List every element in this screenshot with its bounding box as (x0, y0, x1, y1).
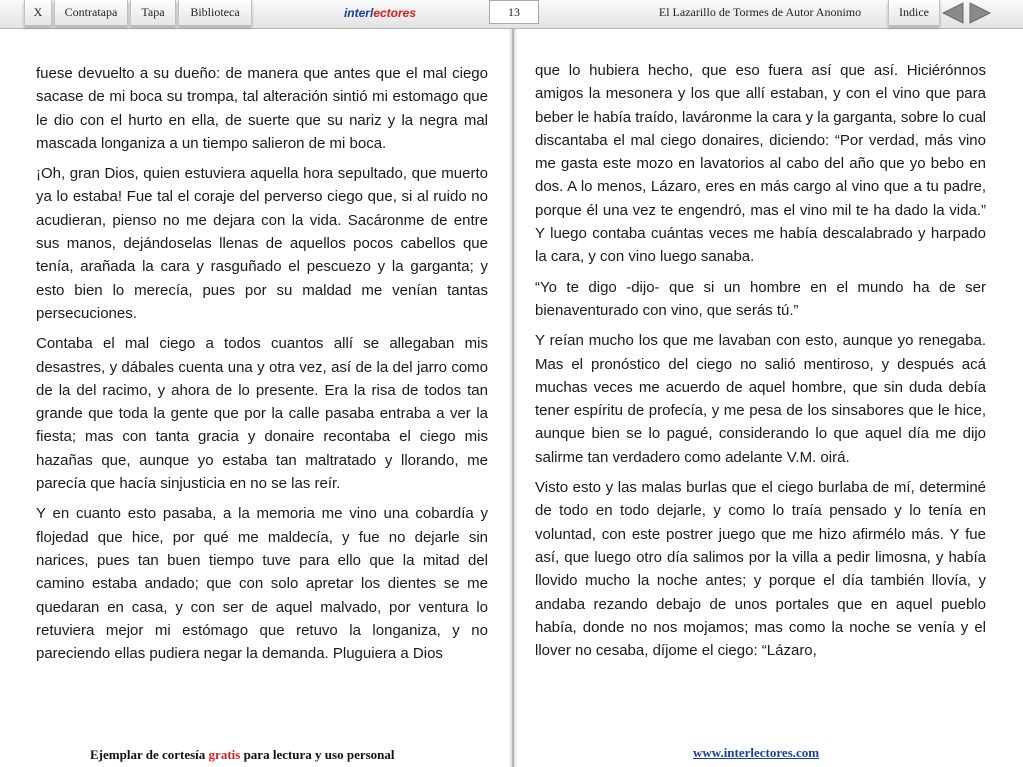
tapa-button[interactable]: Tapa (130, 0, 176, 26)
page-spine-divider (508, 29, 518, 767)
triangle-left-icon[interactable] (941, 2, 965, 24)
website-link[interactable]: www.interlectores.com (693, 745, 820, 760)
left-paragraph-1: fuese devuelto a su dueño: de manera que antes que el mal ciego sacase de mi boca su trompa, tal alteración sintió mi estomago que le dio con el hurto en ella, de suerte que su nariz y la negra mal mascada longaniza a un tiempo salieron de mi boca. (36, 65, 488, 152)
right-paragraph-1: que lo hubiera hecho, que eso fuera así que así. Hiciérónnos amigos la mesonera y los que allí estaban, y con el vino que para beber le había traído, laváronme la cara y la garganta, sobre lo cual discantaba el mal ciego donaires, diciendo: “Por verdad, más vino me gasta este mozo en lavatorios al cabo del año que yo bebo en dos. A lo menos, Lázaro, eres en más cargo al vino que a tu padre, porque él una vez te engendró, mas el vino mil te ha dado la vida.” Y luego contaba cuántas veces me había descalabrado y harpado la cara, y con vino luego sanaba. (535, 62, 986, 266)
contratapa-button[interactable]: Contratapa (54, 0, 128, 26)
right-paragraph-2: “Yo te digo -dijo- que si un hombre en el mundo ha de ser bienaventurado con vino, que serás tú.” (535, 278, 986, 319)
biblioteca-button[interactable]: Biblioteca (178, 0, 252, 26)
footer-notice-part-3: para lectura y uso personal (240, 747, 395, 762)
footer-notice-gratis: gratis (208, 747, 241, 762)
close-button[interactable]: X (24, 0, 52, 26)
footer-notice (90, 747, 395, 763)
right-page-text (535, 59, 986, 669)
document-title: El Lazarillo de Tormes de Autor Anonimo (658, 5, 862, 19)
footer-notice-part-1: Ejemplar de cortesía (90, 747, 209, 762)
top-toolbar (0, 0, 1023, 29)
left-paragraph-3: Contaba el mal ciego a todos cuantos allí se allegaban mis desastres, y dábales cuenta una y otra vez, así de la del jarro como de la del racimo, y ahora de lo presente. Era la risa de todos tan grande que toda la gente que por la calle pasaba entraba a ver la fiesta; mas con tanta gracia y donaire recontaba el ciego mis hazañas que, aunque yo estaba tan maltratado y llorando, me parecía que hacía sinjusticia en no se las reír. (36, 335, 488, 493)
brand-part-2: ectores (373, 6, 417, 20)
page-number-field[interactable]: 13 (489, 0, 539, 24)
indice-button[interactable]: Indice (888, 0, 940, 26)
left-paragraph-4: Y en cuanto esto pasaba, a la memoria me vino una cobardía y flojedad que hice, por qué me maldecía, y fue no dejarle sin narices, pues tan buen tiempo tuve para ello que la mitad del camino estaba andado; que con solo apretar los dientes se me quedaran en casa, y con ser de aquel malvado, por ventura lo retuviera mejor mi estómago que retuvo la longaniza, y no pareciendo ellas pudiera negar la demanda. Pluguiera a Dios (36, 505, 488, 663)
right-paragraph-4: Visto esto y las malas burlas que el ciego burlaba de mí, determiné de todo en todo dejarle, y como lo traía pensado y lo tenía en voluntad, con este postrer juego que me hizo afirmélo más. Y fue así, que luego otro día salimos por la villa a pedir limosna, y había llovido mucho la noche antes; y porque el día también llovía, y andaba rezando debajo de unos portales que en aquel pueblo había, donde no nos mojamos; mas como la noche se venía y el llover no cesaba, díjome el ciego: “Lázaro, (535, 479, 986, 660)
left-paragraph-2: ¡Oh, gran Dios, quien estuviera aquella hora sepultado, que muerto ya lo estaba! Fue tal el coraje del perverso ciego que, si al ruido no acudieran, pienso no me dejara con la vida. Sacáronme de entre sus manos, dejándoselas llenas de aquellos pocos cabellos que tenía, arañada la cara y rasguñado el pescuezo y la garganta; y esto bien lo merecía, pues por su maldad me venían tantas persecuciones. (36, 165, 488, 322)
brand-part-1: interl (343, 6, 374, 20)
brand-logo (340, 0, 420, 26)
left-page-text (36, 62, 488, 672)
triangle-right-icon[interactable] (968, 2, 992, 24)
right-paragraph-3: Y reían mucho los que me lavaban con esto, aunque yo renegaba. Mas el pronóstico del ciego no salió mentiroso, y después acá muchas veces me acuerdo de aquel hombre, que sin duda debía tener espíritu de profecía, y me pesa de los sinsabores que le hice, aunque bien se lo pagué, considerando lo que aquel día me dijo salirme tan verdadero como adelante V.M. oirá. (535, 332, 986, 466)
